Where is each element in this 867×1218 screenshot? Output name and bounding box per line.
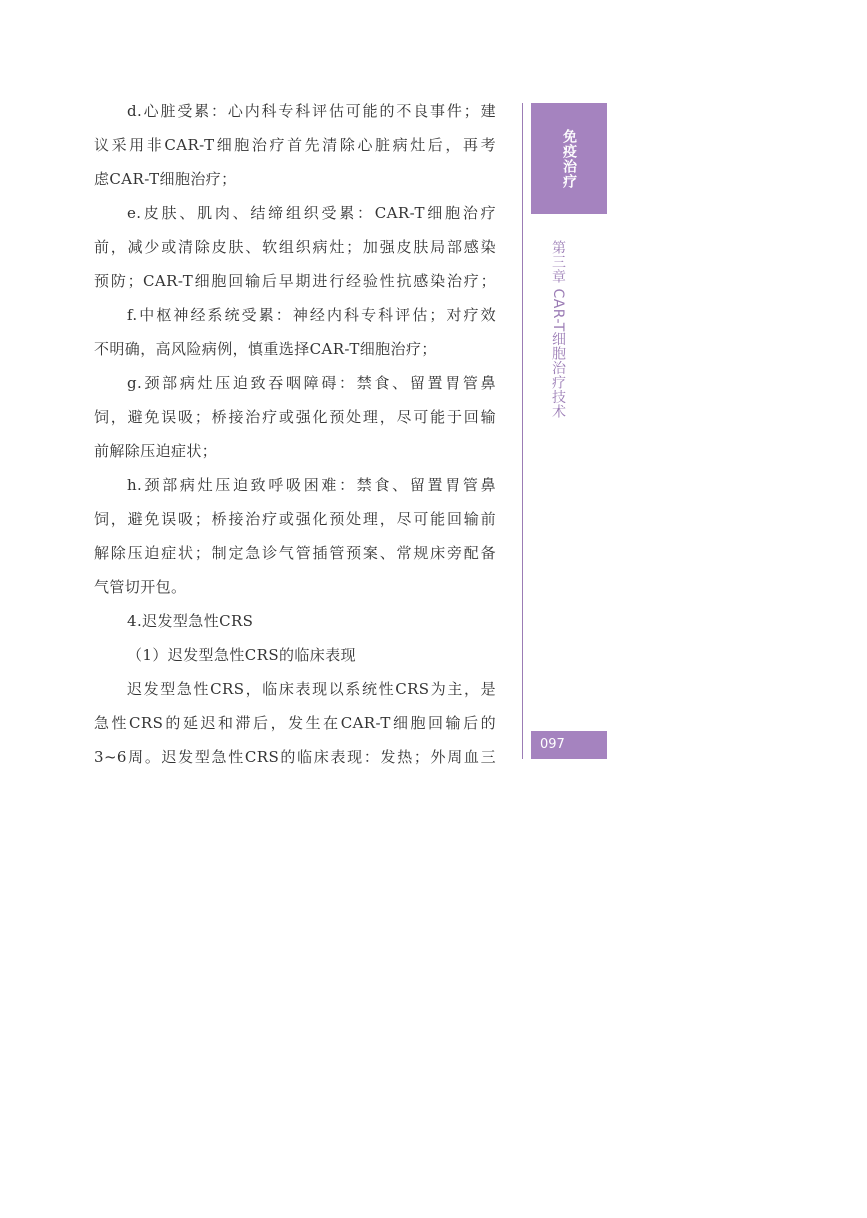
text-line: 3~6周。迟发型急性CRS的临床表现：发热；外周血三	[94, 748, 496, 766]
text-line: 解除压迫症状；制定急诊气管插管预案、常规床旁配备	[94, 544, 496, 562]
section-tab-label: 免疫治疗	[561, 128, 577, 189]
text-line: d.心脏受累：心内科专科评估可能的不良事件；建	[127, 102, 496, 120]
chapter-title: 第三章 CAR-T细胞治疗技术	[550, 240, 566, 419]
text-line: 前，减少或清除皮肤、软组织病灶；加强皮肤局部感染	[94, 238, 496, 256]
text-line: 预防；CAR-T细胞回输后早期进行经验性抗感染治疗；	[94, 272, 496, 290]
text-line: f.中枢神经系统受累：神经内科专科评估；对疗效	[127, 306, 496, 324]
page-number: 097	[531, 731, 607, 759]
subsection-heading: （1）迟发型急性CRS的临床表现	[127, 646, 356, 664]
text-line: 不明确，高风险病例，慎重选择CAR-T细胞治疗；	[94, 340, 437, 358]
margin-divider	[522, 103, 523, 759]
section-heading: 4.迟发型急性CRS	[127, 612, 254, 630]
text-line: 饲，避免误吸；桥接治疗或强化预处理，尽可能回输前	[94, 510, 496, 528]
text-line: e.皮肤、肌肉、结缔组织受累：CAR-T细胞治疗	[127, 204, 496, 222]
text-line: 议采用非CAR-T细胞治疗首先清除心脏病灶后，再考	[94, 136, 496, 154]
body-text	[94, 94, 496, 774]
text-line: 急性CRS的延迟和滞后，发生在CAR-T细胞回输后的	[94, 714, 496, 732]
text-line: 虑CAR-T细胞治疗；	[94, 170, 237, 188]
text-line: 气管切开包。	[94, 578, 187, 596]
text-line: 迟发型急性CRS，临床表现以系统性CRS为主，是	[127, 680, 496, 698]
text-line: h.颈部病灶压迫致呼吸困难：禁食、留置胃管鼻	[127, 476, 496, 494]
section-tab	[531, 103, 607, 214]
text-line: 饲，避免误吸；桥接治疗或强化预处理，尽可能于回输	[94, 408, 496, 426]
text-line: 前解除压迫症状；	[94, 442, 218, 460]
text-line: g.颈部病灶压迫致吞咽障碍：禁食、留置胃管鼻	[127, 374, 496, 392]
